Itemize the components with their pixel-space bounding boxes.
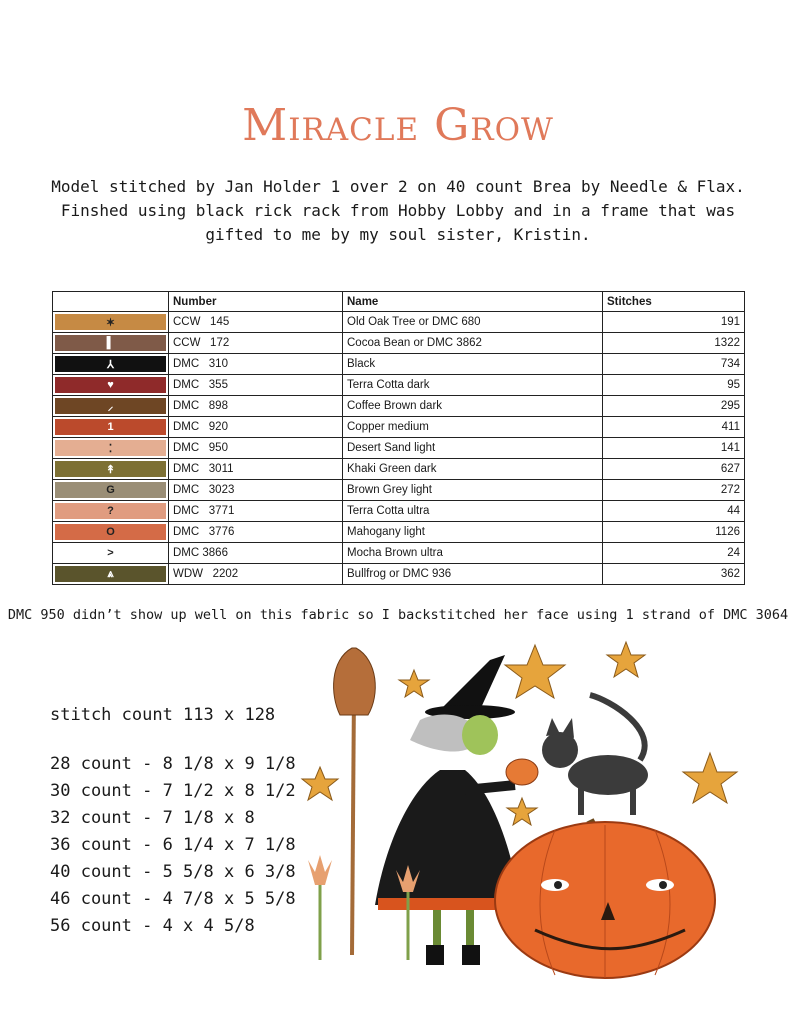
color-swatch xyxy=(55,314,166,330)
thread-number: DMC 3776 xyxy=(169,522,343,543)
symbol: ? xyxy=(107,505,114,517)
thread-number: WDW 2202 xyxy=(169,564,343,585)
cat-icon xyxy=(542,695,648,815)
color-swatch xyxy=(55,461,166,477)
thread-name: Copper medium xyxy=(343,417,603,438)
stitch-total: 411 xyxy=(603,417,745,438)
stitch-total: 1126 xyxy=(603,522,745,543)
stitch-counts xyxy=(50,705,296,940)
stitch-total: 24 xyxy=(603,543,745,564)
table-row xyxy=(53,459,745,480)
thread-number: CCW 172 xyxy=(169,333,343,354)
symbol: ⅄ xyxy=(107,358,114,371)
thread-name: Bullfrog or DMC 936 xyxy=(343,564,603,585)
swatch-cell xyxy=(53,522,169,543)
header-stitches: Stitches xyxy=(603,292,745,312)
pumpkin-icon xyxy=(495,820,715,978)
symbol: ↟ xyxy=(105,463,116,476)
stitch-total: 141 xyxy=(603,438,745,459)
thread-name: Mahogany light xyxy=(343,522,603,543)
swatch-cell xyxy=(53,501,169,522)
thread-number: DMC 3011 xyxy=(169,459,343,480)
count-size: 30 count - 7 1/2 x 8 1/2 xyxy=(50,781,296,801)
color-swatch xyxy=(55,440,166,456)
thread-name: Khaki Green dark xyxy=(343,459,603,480)
thread-name: Mocha Brown ultra xyxy=(343,543,603,564)
swatch-cell xyxy=(53,312,169,333)
header-swatch xyxy=(53,292,169,312)
stitch-total: 1322 xyxy=(603,333,745,354)
color-swatch xyxy=(55,335,166,351)
stitch-total: 734 xyxy=(603,354,745,375)
thread-name: Cocoa Bean or DMC 3862 xyxy=(343,333,603,354)
symbol: ⩓ xyxy=(107,567,114,580)
count-size: 46 count - 4 7/8 x 5 5/8 xyxy=(50,889,296,909)
count-size: 40 count - 5 5/8 x 6 3/8 xyxy=(50,862,296,882)
swatch-cell xyxy=(53,333,169,354)
swatch-cell xyxy=(53,543,169,564)
backstitch-note: DMC 950 didn’t show up well on this fabric so I backstitched her face using 1 strand of DMC 3064 xyxy=(7,607,789,623)
thread-key-table xyxy=(52,291,745,585)
swatch-cell xyxy=(53,375,169,396)
header-name: Name xyxy=(343,292,603,312)
count-size: 56 count - 4 x 4 5/8 xyxy=(50,916,255,936)
swatch-cell xyxy=(53,459,169,480)
thread-name: Coffee Brown dark xyxy=(343,396,603,417)
stitch-count: stitch count 113 x 128 xyxy=(50,705,276,725)
thread-number: DMC 898 xyxy=(169,396,343,417)
table-row xyxy=(53,564,745,585)
thread-name: Black xyxy=(343,354,603,375)
thread-name: Brown Grey light xyxy=(343,480,603,501)
color-swatch xyxy=(55,398,166,414)
color-swatch xyxy=(55,482,166,498)
thread-number: DMC 310 xyxy=(169,354,343,375)
thread-number: DMC 355 xyxy=(169,375,343,396)
thread-name: Terra Cotta dark xyxy=(343,375,603,396)
swatch-cell xyxy=(53,396,169,417)
color-swatch xyxy=(55,545,166,561)
symbol: ⸝ xyxy=(107,400,114,413)
symbol: 1 xyxy=(107,421,114,433)
table-row xyxy=(53,543,745,564)
table-header-row xyxy=(53,292,745,312)
symbol: ⁚ xyxy=(108,442,113,455)
count-size: 32 count - 7 1/8 x 8 xyxy=(50,808,255,828)
table-row xyxy=(53,375,745,396)
symbol: > xyxy=(107,547,114,559)
stitch-total: 272 xyxy=(603,480,745,501)
stitch-total: 44 xyxy=(603,501,745,522)
swatch-cell xyxy=(53,438,169,459)
stitch-total: 362 xyxy=(603,564,745,585)
intro-line: gifted to me by my soul sister, Kristin. xyxy=(205,225,591,244)
intro-text xyxy=(40,175,756,247)
stitch-total: 295 xyxy=(603,396,745,417)
color-swatch xyxy=(55,419,166,435)
table-row xyxy=(53,501,745,522)
table-row xyxy=(53,438,745,459)
table-row xyxy=(53,417,745,438)
thread-number: DMC 3866 xyxy=(169,543,343,564)
intro-line: Model stitched by Jan Holder 1 over 2 on 40 count Brea by Needle & Flax. xyxy=(51,177,745,196)
thread-name: Old Oak Tree or DMC 680 xyxy=(343,312,603,333)
thread-name: Desert Sand light xyxy=(343,438,603,459)
table-row xyxy=(53,522,745,543)
symbol: ♥ xyxy=(107,379,114,391)
table-row xyxy=(53,480,745,501)
stitch-total: 627 xyxy=(603,459,745,480)
header-number: Number xyxy=(169,292,343,312)
color-swatch xyxy=(55,356,166,372)
color-swatch xyxy=(55,524,166,540)
thread-number: DMC 3023 xyxy=(169,480,343,501)
intro-line: Finshed using black rick rack from Hobby Lobby and in a frame that was xyxy=(60,201,736,220)
symbol: O xyxy=(106,526,115,538)
symbol: G xyxy=(106,484,115,496)
thread-number: DMC 950 xyxy=(169,438,343,459)
color-swatch xyxy=(55,377,166,393)
symbol: ✶ xyxy=(105,316,116,329)
color-swatch xyxy=(55,503,166,519)
stitch-total: 191 xyxy=(603,312,745,333)
table-row xyxy=(53,312,745,333)
thread-number: CCW 145 xyxy=(169,312,343,333)
table-row xyxy=(53,333,745,354)
broom-icon xyxy=(334,648,376,955)
swatch-cell xyxy=(53,354,169,375)
swatch-cell xyxy=(53,480,169,501)
color-swatch xyxy=(55,566,166,582)
count-size: 28 count - 8 1/8 x 9 1/8 xyxy=(50,754,296,774)
swatch-cell xyxy=(53,417,169,438)
thread-number: DMC 920 xyxy=(169,417,343,438)
count-size: 36 count - 6 1/4 x 7 1/8 xyxy=(50,835,296,855)
thread-name: Terra Cotta ultra xyxy=(343,501,603,522)
page-title: Miracle Grow xyxy=(242,100,554,151)
table-row xyxy=(53,396,745,417)
witch-pumpkin-illustration xyxy=(290,640,760,980)
stitch-total: 95 xyxy=(603,375,745,396)
table-row xyxy=(53,354,745,375)
swatch-cell xyxy=(53,564,169,585)
symbol: ▌ xyxy=(106,337,115,349)
thread-number: DMC 3771 xyxy=(169,501,343,522)
